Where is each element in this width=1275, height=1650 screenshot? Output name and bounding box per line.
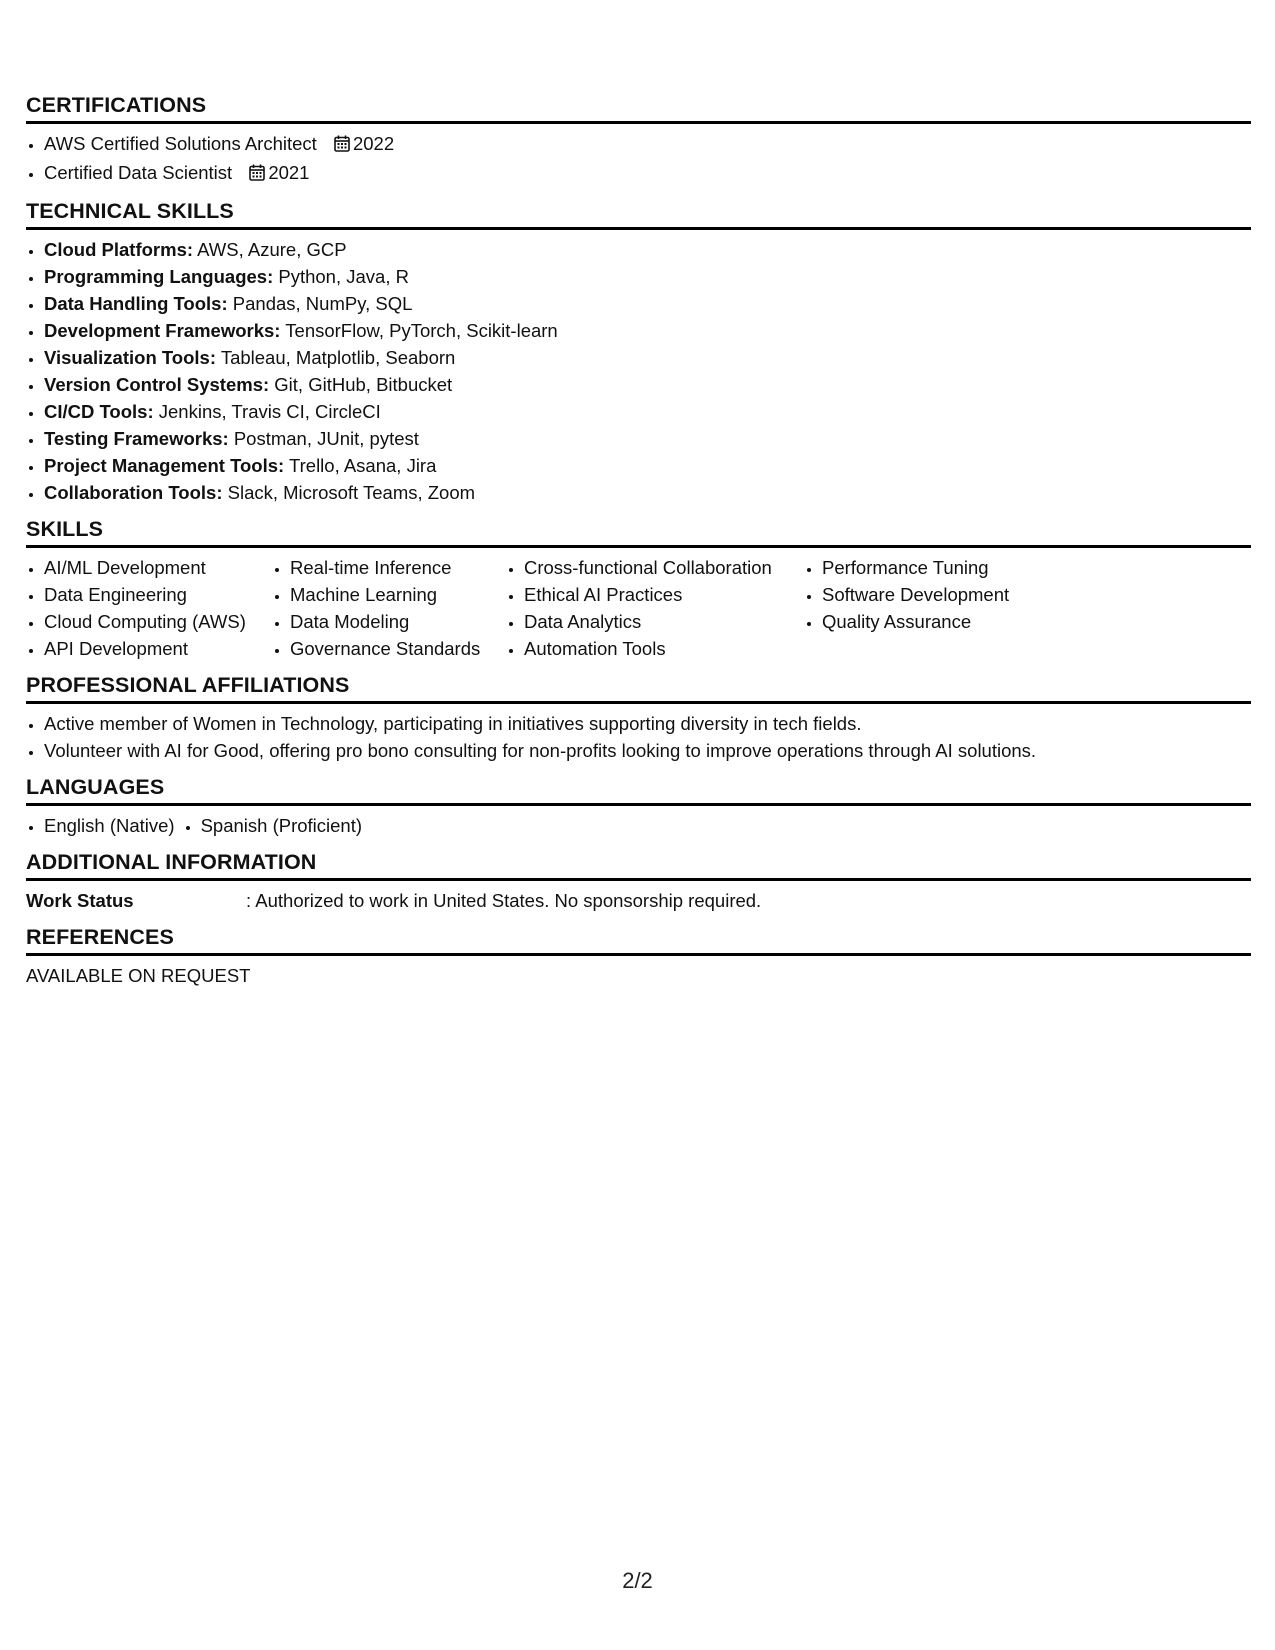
skill-category: Version Control Systems: (44, 374, 270, 395)
certification-name: Certified Data Scientist (44, 162, 233, 183)
language-item: • Spanish (Proficient) (201, 812, 362, 839)
technical-skill-item (44, 317, 1251, 344)
calendar-icon (334, 132, 350, 159)
skill-category: Collaboration Tools: (44, 482, 223, 503)
skills-heading: SKILLS (26, 516, 1251, 548)
skill-item: • Quality Assurance (822, 608, 1044, 635)
skill-values: Python, Java, R (273, 266, 409, 287)
additional-info-heading: ADDITIONAL INFORMATION (26, 849, 1251, 881)
technical-skill-item (44, 290, 1251, 317)
skill-item: • Machine Learning (290, 581, 506, 608)
affiliations-section (26, 672, 1251, 764)
skill-category: Project Management Tools: (44, 455, 285, 476)
resume-page (26, 92, 1251, 999)
skill-values: Slack, Microsoft Teams, Zoom (222, 482, 476, 503)
additional-info-section (26, 849, 1251, 914)
technical-skills-section (26, 198, 1251, 506)
references-heading: REFERENCES (26, 924, 1251, 956)
work-status-value: : Authorized to work in United States. No sponsorship required. (246, 890, 762, 911)
languages-list (26, 812, 1251, 839)
work-status-label: Work Status (26, 890, 134, 911)
affiliations-heading: PROFESSIONAL AFFILIATIONS (26, 672, 1251, 704)
certifications-section (26, 92, 1251, 188)
technical-skill-item (44, 398, 1251, 425)
skills-column (804, 554, 1044, 662)
technical-skill-item (44, 263, 1251, 290)
skills-column (26, 554, 272, 662)
certification-name: AWS Certified Solutions Architect (44, 133, 317, 154)
skill-values: Pandas, NumPy, SQL (227, 293, 413, 314)
technical-skill-item (44, 479, 1251, 506)
technical-skill-item (44, 236, 1251, 263)
technical-skills-list (26, 236, 1251, 506)
certification-item (44, 130, 1251, 159)
page-number: 2/2 (622, 1568, 653, 1593)
skill-item: • Cross-functional Collaboration (524, 554, 804, 581)
skill-item: • AI/ML Development (44, 554, 272, 581)
technical-skill-item (44, 425, 1251, 452)
skill-item: • Data Analytics (524, 608, 804, 635)
skill-values: Postman, JUnit, pytest (228, 428, 419, 449)
certification-year: 2021 (268, 162, 310, 183)
skills-section (26, 516, 1251, 662)
skills-column (506, 554, 804, 662)
languages-section (26, 774, 1251, 839)
skill-category: Data Handling Tools: (44, 293, 228, 314)
skill-category: Cloud Platforms: (44, 239, 194, 260)
skill-item: • Cloud Computing (AWS) (44, 608, 272, 635)
affiliation-item: • Active member of Women in Technology, participating in initiatives supporting diversity in tech fields. (44, 710, 1251, 737)
skill-item: • API Development (44, 635, 272, 662)
skill-category: Programming Languages: (44, 266, 274, 287)
languages-heading: LANGUAGES (26, 774, 1251, 806)
skills-grid (26, 554, 1251, 662)
skill-category: CI/CD Tools: (44, 401, 154, 422)
skill-values: Git, GitHub, Bitbucket (269, 374, 453, 395)
skill-values: AWS, Azure, GCP (193, 239, 347, 260)
technical-skill-item (44, 452, 1251, 479)
skill-category: Development Frameworks: (44, 320, 281, 341)
certification-year: 2022 (352, 133, 395, 154)
references-text: AVAILABLE ON REQUEST (26, 965, 251, 986)
technical-skills-heading: TECHNICAL SKILLS (26, 198, 1251, 230)
work-status-row (26, 887, 1251, 914)
skill-item: • Governance Standards (290, 635, 506, 662)
skill-item: • Real-time Inference (290, 554, 506, 581)
certifications-list (26, 130, 1251, 188)
skills-column (272, 554, 506, 662)
skill-item: • Software Development (822, 581, 1044, 608)
skill-item: • Data Modeling (290, 608, 506, 635)
references-section (26, 924, 1251, 989)
skill-values: Tableau, Matplotlib, Seaborn (216, 347, 456, 368)
skill-item: • Data Engineering (44, 581, 272, 608)
skill-values: Jenkins, Travis CI, CircleCI (153, 401, 381, 422)
skill-category: Visualization Tools: (44, 347, 217, 368)
certification-item (44, 159, 1251, 188)
certifications-heading: CERTIFICATIONS (26, 92, 1251, 124)
skill-item: • Performance Tuning (822, 554, 1044, 581)
affiliations-list (26, 710, 1251, 764)
calendar-icon (249, 161, 265, 188)
skill-values: TensorFlow, PyTorch, Scikit-learn (280, 320, 558, 341)
language-item: • English (Native) (44, 812, 175, 839)
affiliation-item: • Volunteer with AI for Good, offering pro bono consulting for non-profits looking to improve operations through AI solutions. (44, 737, 1251, 764)
skill-item: • Ethical AI Practices (524, 581, 804, 608)
technical-skill-item (44, 344, 1251, 371)
skill-item: • Automation Tools (524, 635, 804, 662)
skill-values: Trello, Asana, Jira (284, 455, 437, 476)
technical-skill-item (44, 371, 1251, 398)
skill-category: Testing Frameworks: (44, 428, 229, 449)
